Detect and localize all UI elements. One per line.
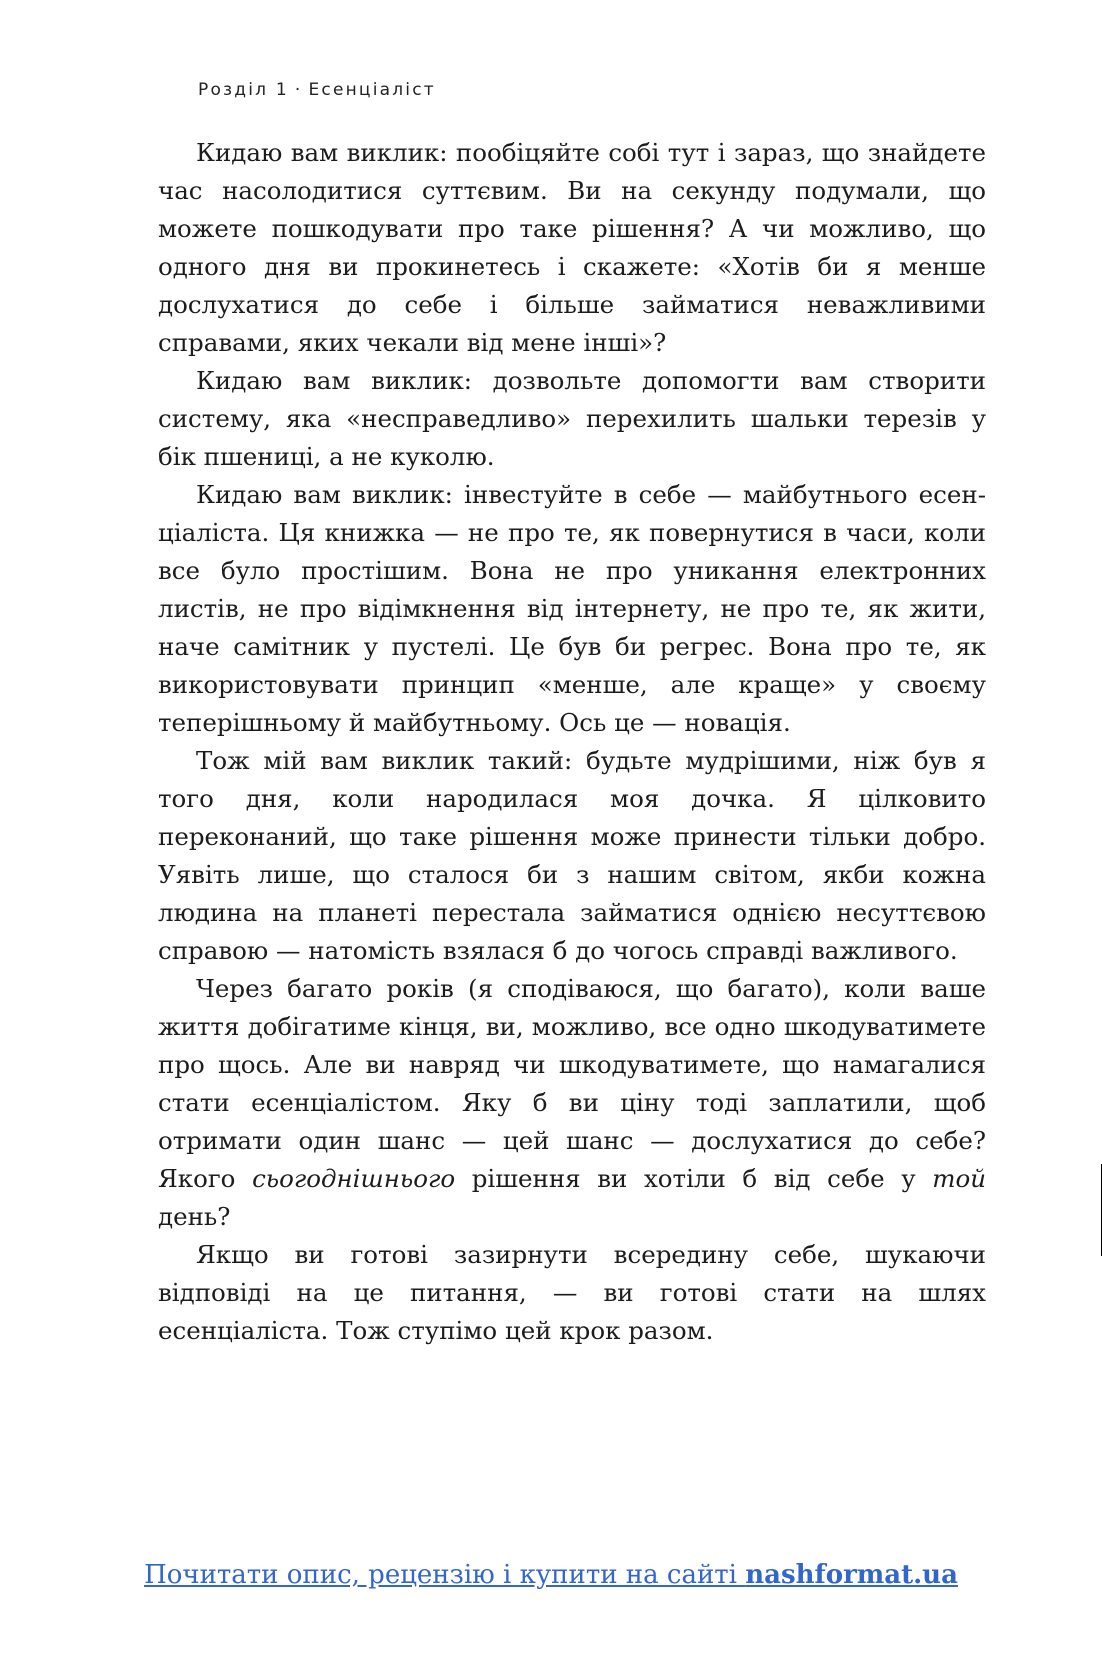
paragraph-2: Кидаю вам виклик: дозвольте допомогти вам створити систему, яка «несправедливо» перехилить шальки терезів у бік пшениці, а не куколю. [158,366,986,471]
chapter-title: Есенціаліст [308,80,436,100]
running-head-separator: · [294,80,303,100]
footer [0,1560,1102,1590]
paragraph-6: Якщо ви готові зазирнути всередину себе, шукаючи відповіді на це питання, — ви готові стати на шлях есенціаліста. Тож ступімо цей крок разом. [158,1240,986,1345]
paragraph-3: Кидаю вам виклик: інвестуйте в себе — майбутнього есенціаліста. Ця книжка — не про те, як повернутися в часи, коли все було простішим. Вона не про уникання електронних листів, не про відімкнення від інтернету, не про те, як жити, наче самітник у пустелі. Це був би регрес. Вона про те, як використовувати принцип «менше, але краще» у своєму теперішньому й майбутньому. Ось це — новація. [158,480,986,737]
buy-link-text: Почитати опис, рецензію і купити на сайті [144,1560,746,1590]
paragraph-5 [158,970,986,1236]
paragraph-5-part-1: Через багато років (я сподіваюся, що багато), коли ваше життя добігатиме кінця, ви, можливо, все одно шкодуватимете про щось. Але ви навряд чи шкодуватимете, що намагалися стати есенціалістом. Яку б ви ціну тоді заплатили, щоб отримати один шанс — цей шанс — дослухатися до себе? Якого [158,974,986,1193]
running-head [198,80,436,100]
paragraph-5-emphasis-1: сьогоднішнього [252,1164,456,1193]
paragraph-5-part-3: день? [158,1202,231,1231]
paragraph-5-emphasis-2: той [932,1164,986,1193]
paragraph-5-part-2: рішення ви хотіли б від себе у [455,1164,933,1193]
paragraph-1: Кидаю вам виклик: пообіцяйте собі тут і зараз, що знайдете час насолодитися суттєвим. Ви на секунду подумали, що можете пошкодувати про таке рішення? А чи можливо, що одного дня ви прокинетесь і скажете: «Хотів би я менше дослухатися до себе і більше займатися неважливими справами, яких чекали від мене інші»? [158,138,986,357]
paragraph-4: Тож мій вам виклик такий: будьте мудрішими, ніж був я того дня, коли народилася моя дочка. Я цілковито переконаний, що таке рішення може принести тільки добро. Уявіть лише, що сталося би з нашим світом, якби кожна людина на планеті перестала займатися однією несуттєвою справою — натомість взялася б до чогось справді важливого. [158,746,986,965]
buy-link-site: nashformat.ua [745,1560,958,1590]
body-text [158,134,986,1350]
chapter-label: Розділ 1 [198,80,289,100]
buy-link[interactable] [144,1560,958,1590]
